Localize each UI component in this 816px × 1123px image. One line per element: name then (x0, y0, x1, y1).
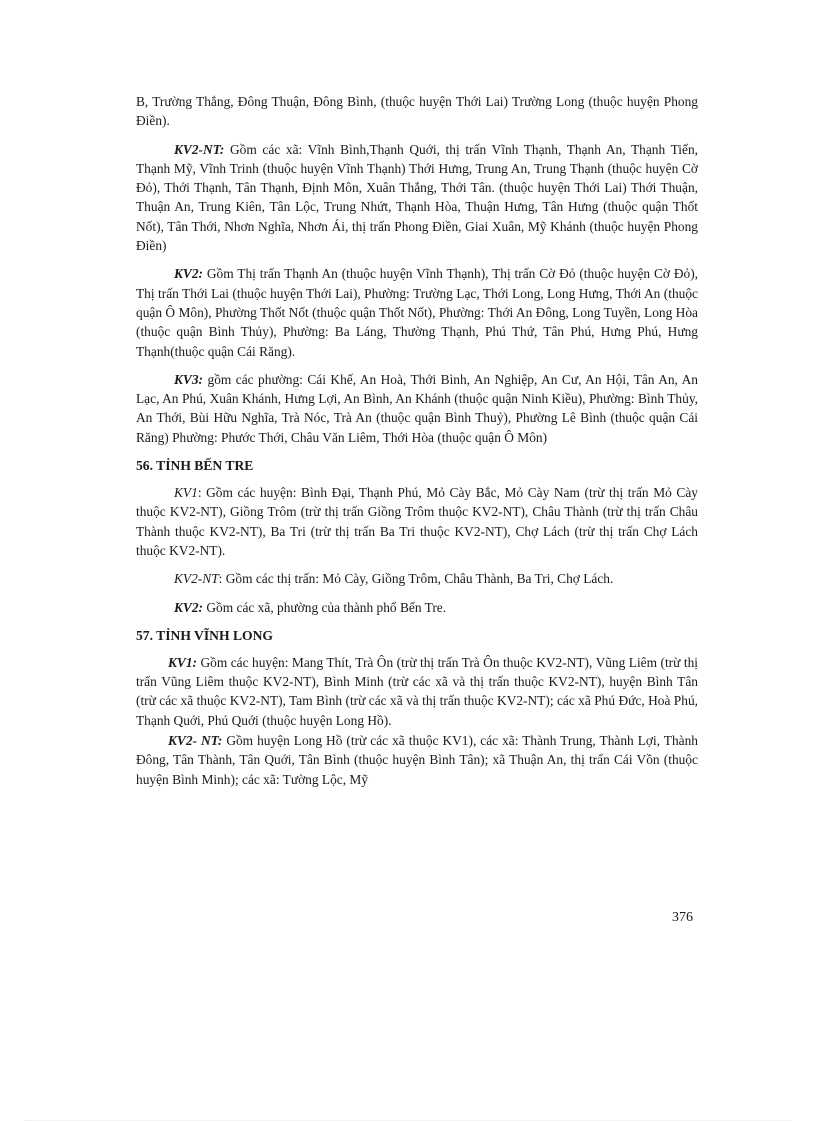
zone-text: Gồm các huyện: Mang Thít, Trà Ôn (trừ thị trấn Trà Ôn thuộc KV2-NT), Vũng Liêm (trừ thị trấn Vũng Liêm thuộc KV2-NT), Bình Minh (trừ các xã và thị trấn thuộc KV2-NT), huyện Bình Tân (trừ các xã thuộc KV2-NT), Tam Bình (trừ các xã và thị trấn thuộc KV2-NT); các xã Phú Đức, Hoà Phú, Thạnh Quới, Phú Quới (thuộc huyện Long Hồ). (136, 654, 698, 728)
zone-label: KV2- NT: (168, 733, 223, 749)
zone-label: KV3: (174, 371, 204, 387)
vinhlong-kv1-paragraph (136, 653, 698, 730)
zone-label: KV1: (168, 654, 198, 670)
zone-text: Gồm các xã: Vĩnh Bình,Thạnh Quới, thị trấn Vĩnh Thạnh, Thạnh An, Thạnh Tiến, Thạnh Mỹ, Vĩnh Trinh (thuộc huyện Vĩnh Thạnh) Thới Hưng, Trung An, Trung Thạnh (thuộc huyện Cờ Đỏ), Thới Thạnh, Tân Thạnh, Định Môn, Xuân Thắng, Thới Tân. (thuộc huyện Thới Lai) Thới Thuận, Thuận An, Trung Kiên, Tân Lộc, Trung Nhứt, Thạnh Hòa, Thuận Hưng, Tân Hưng (thuộc quận Thốt Nốt), Tân Thới, Nhơn Nghĩa, Nhơn Ái, thị trấn Phong Điền, Giai Xuân, Mỹ Khánh (thuộc huyện Phong Điền) (136, 141, 698, 254)
cantho-kv3-paragraph (136, 370, 698, 447)
document-page (136, 92, 698, 790)
zone-text: Gồm Thị trấn Thạnh An (thuộc huyện Vĩnh Thạnh), Thị trấn Cờ Đỏ (thuộc huyện Cờ Đỏ), Thị trấn Thới Lai (thuộc huyện Thới Lai), Phường: Trường Lạc, Thới Long, Long Hưng, Thới An (thuộc quận Ô Môn), Phường Thốt Nốt (thuộc quận Thốt Nốt), Phường: Thới An Đông, Long Tuyền, Long Hòa (thuộc quận Bình Thủy), Phường: Ba Láng, Thường Thạnh, Phú Thứ, Tân Phú, Hưng Phú, Hưng Thạnh(thuộc quận Cái Răng). (136, 266, 698, 359)
bentre-kv2nt-paragraph (136, 569, 698, 588)
cantho-kv2-paragraph (136, 264, 698, 360)
zone-text: : Gồm các huyện: Bình Đại, Thạnh Phú, Mỏ Cày Bắc, Mỏ Cày Nam (trừ thị trấn Mỏ Cày thuộc KV2-NT), Giồng Trôm (trừ thị trấn Giồng Trôm thuộc KV2-NT), Châu Thành (trừ thị trấn Châu Thành thuộc KV2-NT), Ba Tri (trừ thị trấn Ba Tri thuộc KV2-NT), Chợ Lách (trừ thị trấn Chợ Lách thuộc KV2-NT). (136, 485, 698, 558)
zone-label: KV2: (174, 599, 204, 615)
zone-text: gồm các phường: Cái Khế, An Hoà, Thới Bình, An Nghiệp, An Cư, An Hội, Tân An, An Lạc, An Phú, Xuân Khánh, Hưng Lợi, An Bình, An Khánh (thuộc quận Ninh Kiều), Phường: Bình Thủy, An Thới, Bùi Hữu Nghĩa, Trà Nóc, Trà An (thuộc quận Bình Thuỷ), Phường Lê Bình (thuộc quận Cái Răng) Phường: Phước Thới, Châu Văn Liêm, Thới Hòa (thuộc quận Ô Môn) (136, 371, 698, 445)
zone-label: KV2-NT: (174, 141, 225, 157)
zone-label: KV2: (174, 266, 204, 282)
bentre-kv2-paragraph (136, 598, 698, 617)
zone-text: Gồm các xã, phường của thành phố Bến Tre. (203, 599, 447, 615)
bentre-kv1-paragraph (136, 483, 698, 560)
zone-text: Gồm huyện Long Hồ (trừ các xã thuộc KV1), các xã: Thành Trung, Thành Lợi, Thành Đông, Tân Thành, Tân Quới, Tân Bình (thuộc huyện Bình Tân); xã Thuận An, thị trấn Cái Vồn (thuộc huyện Bình Minh); các xã: Tường Lộc, Mỹ (136, 733, 698, 787)
page-number: 376 (672, 910, 693, 925)
zone-label: KV2-NT (174, 571, 219, 587)
section-heading-vinh-long: 57. TỈNH VĨNH LONG (136, 627, 273, 643)
section-heading-ben-tre: 56. TỈNH BẾN TRE (136, 458, 254, 474)
continued-paragraph: B, Trường Thắng, Đông Thuận, Đông Bình, (thuộc huyện Thới Lai) Trường Long (thuộc huyện Phong Điền). (136, 94, 698, 129)
zone-label: KV1 (174, 485, 198, 501)
footer-divider (24, 1120, 792, 1121)
vinhlong-kv2nt-paragraph (136, 731, 698, 789)
zone-text: : Gồm các thị trấn: Mỏ Cày, Giồng Trôm, Châu Thành, Ba Tri, Chợ Lách. (218, 571, 614, 587)
cantho-kv2nt-paragraph (136, 140, 698, 256)
